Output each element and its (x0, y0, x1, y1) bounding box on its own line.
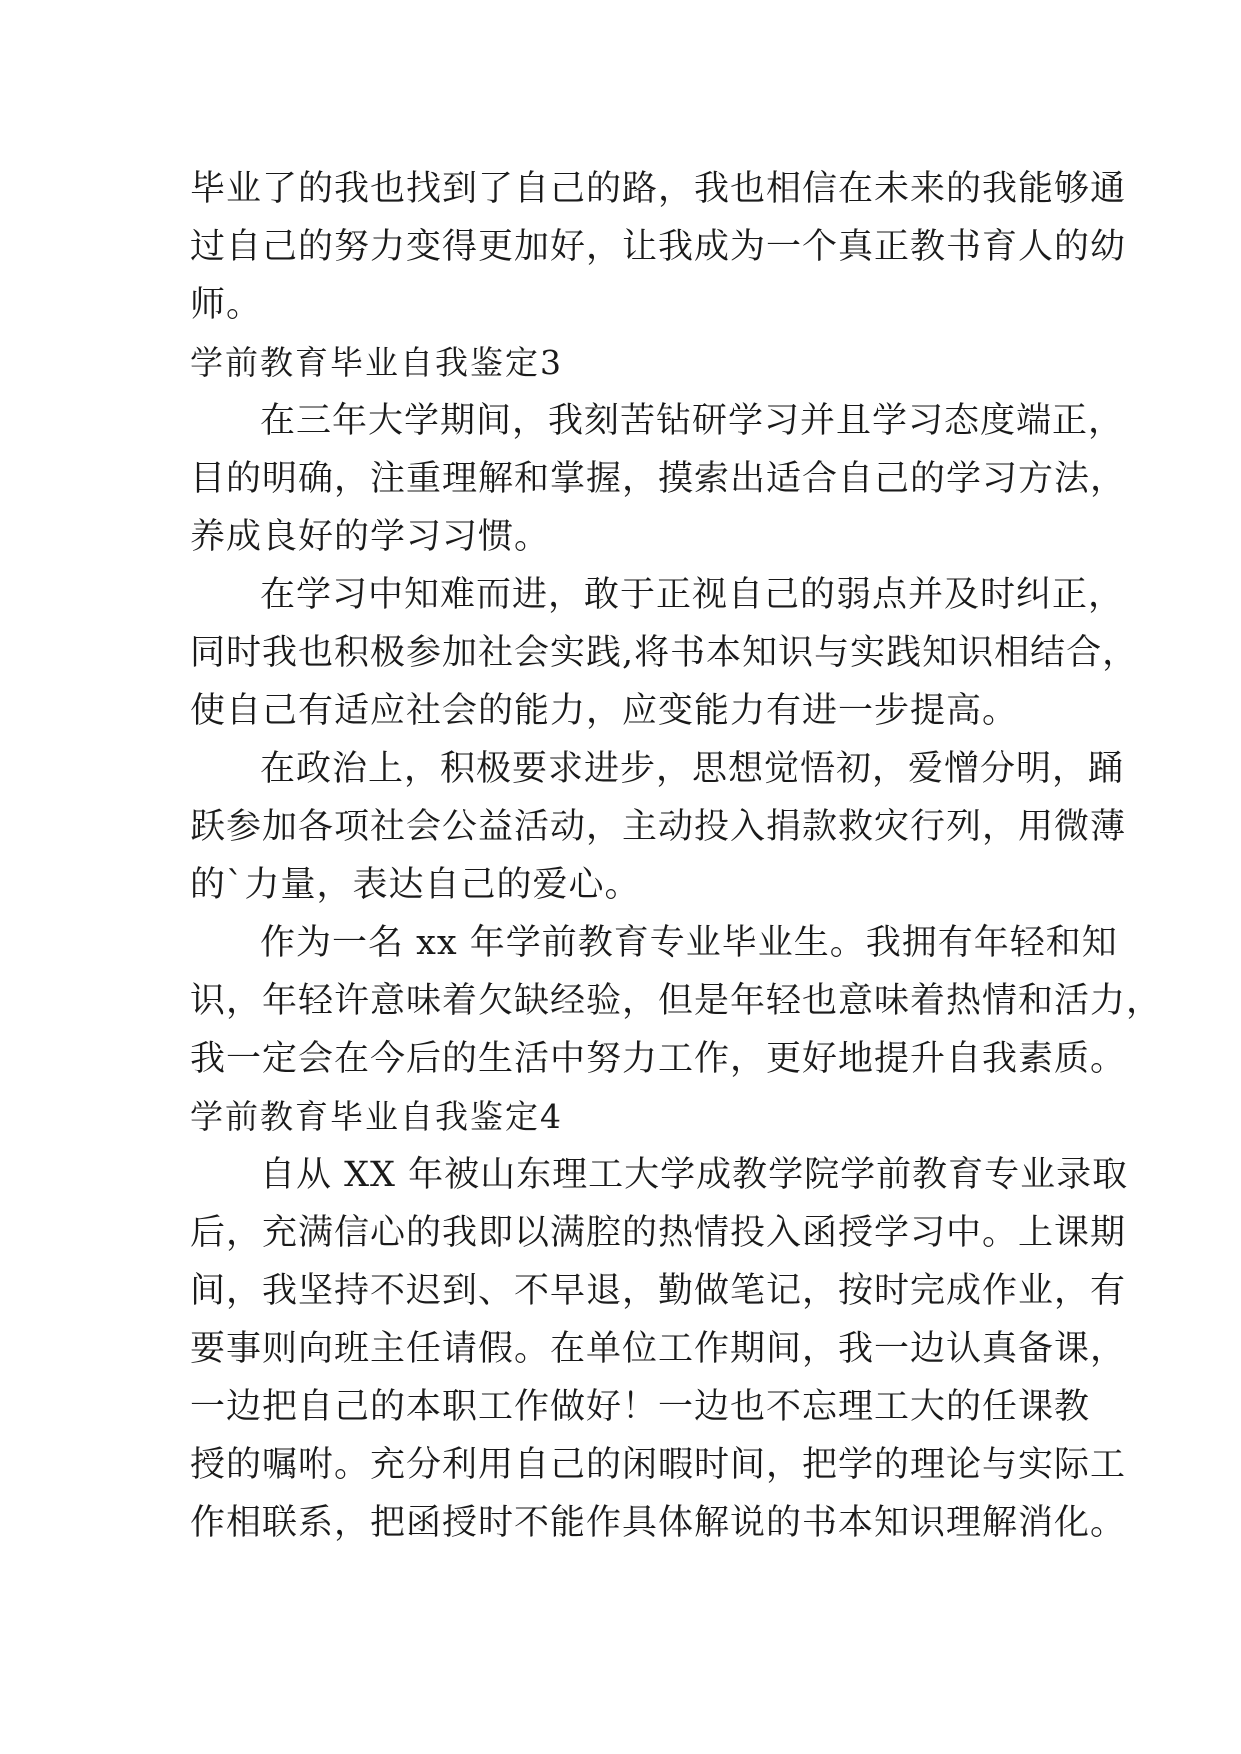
paragraph (190, 566, 1139, 740)
text-line: 在学习中知难而进，敢于正视自己的弱点并及时纠正， (260, 575, 1125, 615)
text-line: 我一定会在今后的生活中努力工作，更好地提升自我素质。 (190, 1039, 1127, 1079)
text-line: 识，年轻许意味着欠缺经验，但是年轻也意味着热情和活力， (190, 981, 1163, 1021)
paragraph (190, 914, 1163, 1088)
section-heading-3: 学前教育毕业自我鉴定3 (190, 343, 563, 382)
text-line: 师。 (190, 285, 263, 325)
text-line: 养成良好的学习习惯。 (190, 517, 551, 557)
text-line: 要事则向班主任请假。在单位工作期间，我一边认真备课， (190, 1329, 1127, 1369)
text-line: 的`力量，表达自己的爱心。 (190, 865, 641, 905)
text-line: 作为一名 xx 年学前教育专业毕业生。我拥有年轻和知 (260, 923, 1118, 963)
text-line: 一边把自己的本职工作做好！一边也不忘理工大的任课教 (190, 1387, 1091, 1427)
text-line: 在三年大学期间，我刻苦钻研学习并且学习态度端正， (260, 401, 1125, 441)
text-line: 授的嘱咐。充分利用自己的闲暇时间，把学的理论与实际工 (190, 1445, 1127, 1485)
document-body (190, 160, 1163, 1552)
text-line: 后，充满信心的我即以满腔的热情投入函授学习中。上课期 (190, 1213, 1127, 1253)
paragraph (190, 1146, 1129, 1552)
text-line: 间，我坚持不迟到、不早退，勤做笔记，按时完成作业，有 (190, 1271, 1127, 1311)
text-line: 作相联系，把函授时不能作具体解说的书本知识理解消化。 (190, 1503, 1127, 1543)
text-line: 在政治上，积极要求进步，思想觉悟初，爱憎分明，踊 (260, 749, 1125, 789)
text-line: 跃参加各项社会公益活动，主动投入捐款救灾行列，用微薄 (190, 807, 1127, 847)
section-heading-4: 学前教育毕业自我鉴定4 (190, 1097, 563, 1136)
intro-paragraph (190, 160, 1127, 334)
paragraph (190, 392, 1127, 566)
text-line: 同时我也积极参加社会实践,将书本知识与实践知识相结合， (190, 633, 1139, 673)
text-line: 过自己的努力变得更加好，让我成为一个真正教书育人的幼 (190, 227, 1127, 267)
text-line: 毕业了的我也找到了自己的路，我也相信在未来的我能够通 (190, 169, 1127, 209)
text-line: 使自己有适应社会的能力，应变能力有进一步提高。 (190, 691, 1019, 731)
paragraph (190, 740, 1127, 914)
text-line: 自从 XX 年被山东理工大学成教学院学前教育专业录取 (260, 1155, 1129, 1195)
text-line: 目的明确，注重理解和掌握，摸索出适合自己的学习方法， (190, 459, 1127, 499)
